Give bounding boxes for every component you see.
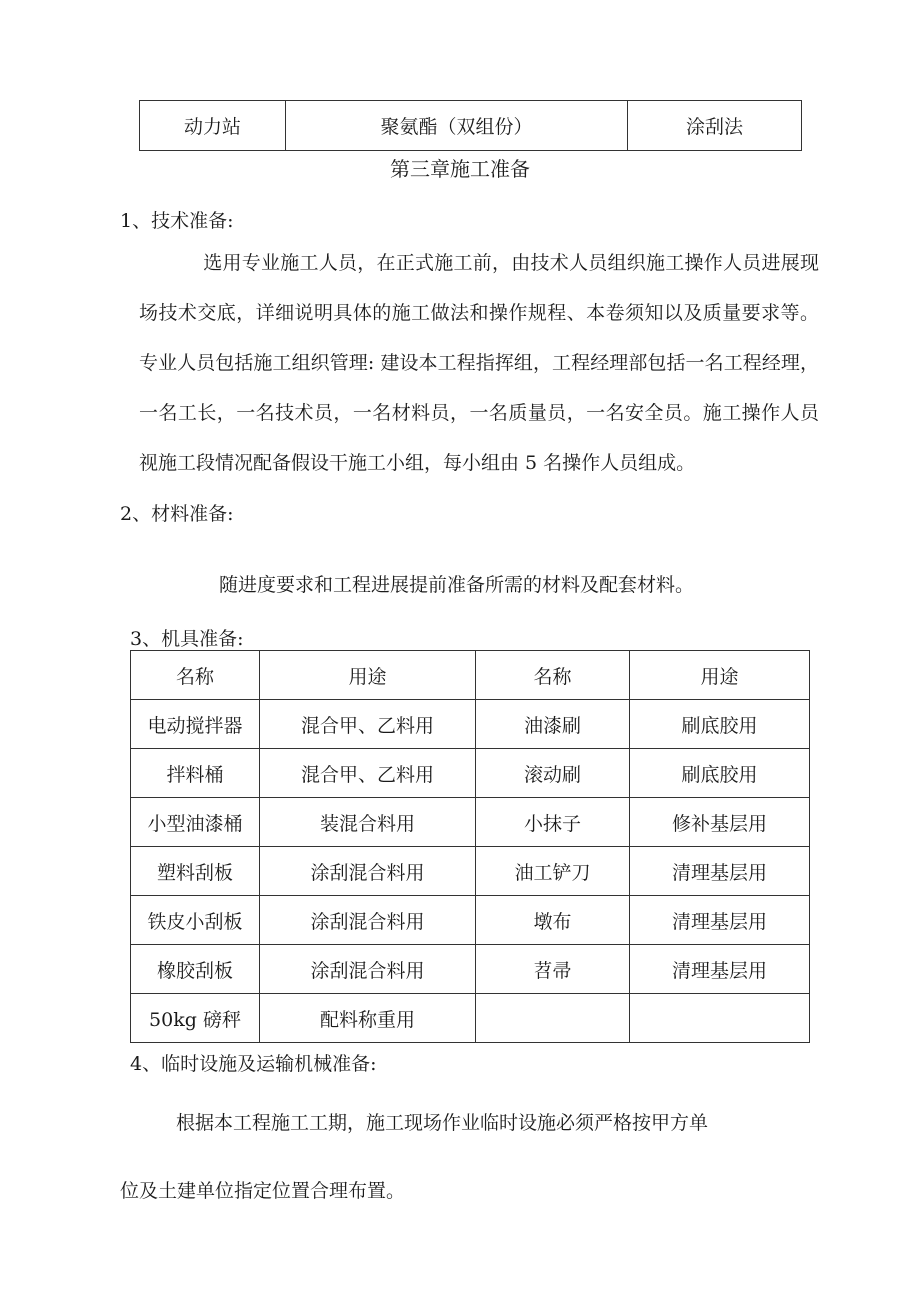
table-row: [131, 700, 810, 749]
table-cell: 刷底胶用: [630, 700, 810, 749]
table-cell: 墩布: [476, 896, 630, 945]
table-cell: 配料称重用: [260, 994, 476, 1043]
column-header: 名称: [476, 651, 630, 700]
column-header: 名称: [131, 651, 260, 700]
section-heading-technical: 1、技术准备:: [120, 210, 234, 232]
section-heading-facilities: 4、临时设施及运输机械准备:: [130, 1053, 377, 1075]
column-header: 用途: [630, 651, 810, 700]
table-cell: 油漆刷: [476, 700, 630, 749]
table-row: [140, 101, 802, 151]
table-cell: 滚动刷: [476, 749, 630, 798]
table-row: [131, 994, 810, 1043]
table-cell: 混合甲、乙料用: [260, 749, 476, 798]
top-table: [139, 100, 802, 151]
table-cell: 装混合料用: [260, 798, 476, 847]
column-header: 用途: [260, 651, 476, 700]
table-row: [131, 798, 810, 847]
table-cell: 涂刮混合料用: [260, 896, 476, 945]
table-cell: 清理基层用: [630, 896, 810, 945]
chapter-title: 第三章施工准备: [390, 157, 530, 181]
tools-table: [130, 650, 810, 1043]
table-cell: 混合甲、乙料用: [260, 700, 476, 749]
section-heading-materials: 2、材料准备:: [120, 503, 234, 525]
table-cell: 油工铲刀: [476, 847, 630, 896]
table-cell: 拌料桶: [131, 749, 260, 798]
table-cell: 小型油漆桶: [131, 798, 260, 847]
table-cell: 刷底胶用: [630, 749, 810, 798]
section-heading-tools: 3、机具准备:: [130, 628, 244, 650]
table-cell: 清理基层用: [630, 847, 810, 896]
table-row: [131, 945, 810, 994]
table-cell: 50kg 磅秤: [131, 994, 260, 1043]
table-cell: 聚氨酯（双组份）: [286, 101, 628, 151]
table-cell: 铁皮小刮板: [131, 896, 260, 945]
table-cell: 动力站: [140, 101, 286, 151]
table-cell: [630, 994, 810, 1043]
table-cell: 修补基层用: [630, 798, 810, 847]
technical-paragraph-text: 选用专业施工人员，在正式施工前，由技术人员组织施工操作人员进展现场技术交底，详细说明具体的施工做法和操作规程、本卷须知以及质量要求等。专业人员包括施工组织管理: 建设本工程指挥组，工程经理部包括一名工程经理，一名工长，一名技术员，一名材料员，一名质量员，一名安全员。施工操作人员视施工段情况配备假设干施工小组，每小组由 5 名操作人员组成。: [139, 252, 819, 474]
facilities-line-1: 根据本工程施工工期，施工现场作业临时设施必须严格按甲方单: [176, 1112, 709, 1134]
table-cell: 涂刮混合料用: [260, 945, 476, 994]
technical-paragraph: [139, 238, 819, 488]
materials-paragraph: 随进度要求和工程进展提前准备所需的材料及配套材料。: [219, 574, 695, 596]
table-row: [131, 749, 810, 798]
table-cell: 涂刮混合料用: [260, 847, 476, 896]
table-cell: 涂刮法: [628, 101, 802, 151]
table-row: [131, 847, 810, 896]
table-cell: 电动搅拌器: [131, 700, 260, 749]
table-cell: 塑料刮板: [131, 847, 260, 896]
table-row: [131, 896, 810, 945]
table-cell: [476, 994, 630, 1043]
facilities-line-2: 位及土建单位指定位置合理布置。: [120, 1180, 406, 1202]
table-header-row: [131, 651, 810, 700]
table-cell: 清理基层用: [630, 945, 810, 994]
table-cell: 苕帚: [476, 945, 630, 994]
table-cell: 橡胶刮板: [131, 945, 260, 994]
table-cell: 小抹子: [476, 798, 630, 847]
